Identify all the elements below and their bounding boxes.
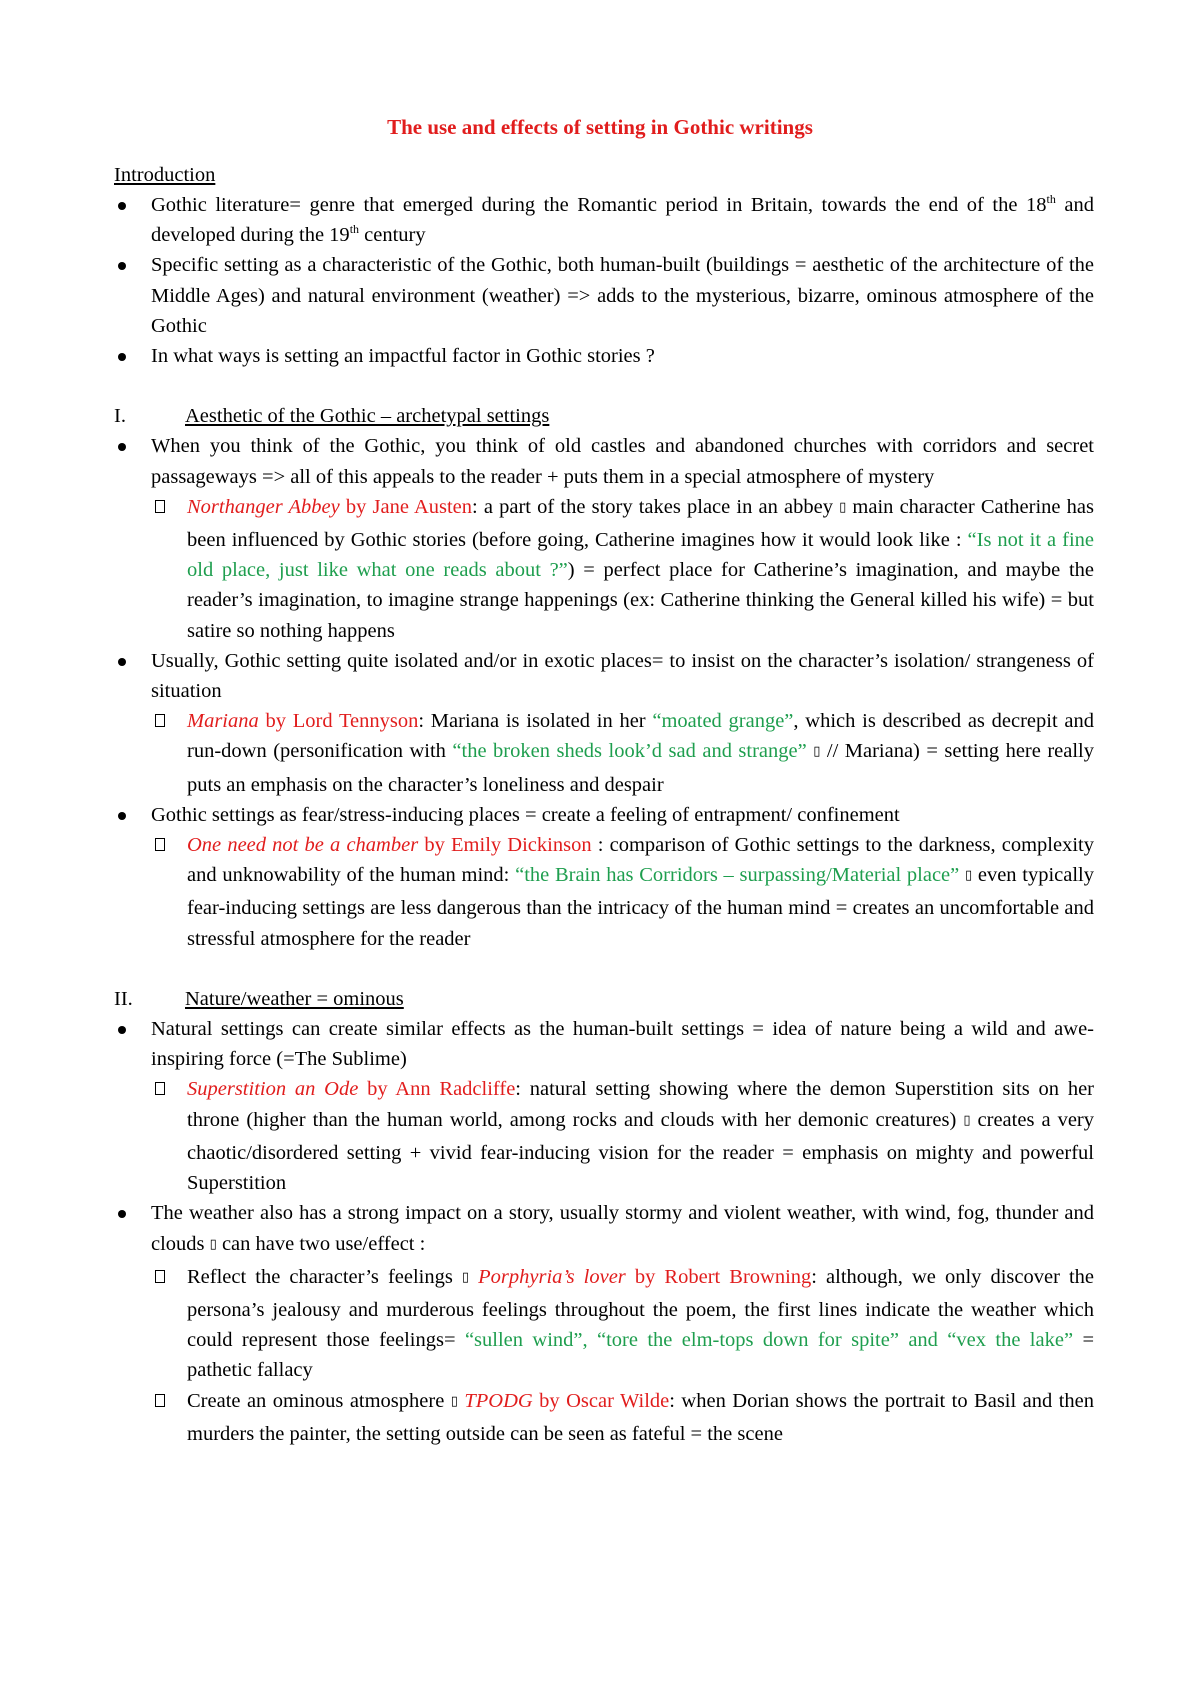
sub-item [114,492,1094,646]
document-title: The use and effects of setting in Gothic writings [387,115,813,139]
body-text: : comparison of Gothic settings to the darkness, complexity and unknowability of the human mind: [187,834,1094,887]
arrow-glyph-icon: ▯ [450,1393,458,1409]
quote: “Is not it a fine old place, just like what one reads about ?” [187,529,1094,582]
intro-bullet-1: Gothic literature= genre that emerged during the Romantic period in Britain, towards the end of the 18th and developed during the 19th century [151,192,1094,247]
section-number: II. [114,987,133,1010]
list-item [114,190,1094,250]
section-1-heading [114,401,1094,431]
body-text: // Mariana) = setting here really puts an emphasis on the character’s loneliness and despair [187,740,1095,796]
by-text: by [532,1389,567,1412]
section-title: Nature/weather = ominous [185,987,404,1010]
list-item [114,341,1094,371]
bullet-icon [118,202,126,210]
work-title: Mariana [187,710,259,733]
bullet-icon [118,1026,126,1034]
author-name: Lord Tennyson [292,710,419,733]
intro-bullet-3: In what ways is setting an impactful factor in Gothic stories ? [151,345,655,368]
body-text: : natural setting showing where the demon Superstition sits on her throne (higher than the human world, among rocks and clouds with her demonic creatures) [187,1078,1095,1131]
section-2-heading [114,984,1094,1014]
by-text: by [625,1265,665,1288]
intro-bullet-2: Specific setting as a characteristic of the Gothic, both human-built (buildings = aesthetic of the architecture of the Middle Ages) and natural environment (weather) => adds to the mysterious, bizarre, ominous atmosphere of the Gothic [151,254,1094,337]
introduction-list [114,190,1094,1449]
arrow-glyph-icon: ▯ [963,1112,971,1128]
list-item [114,250,1094,341]
arrow-glyph-icon: ▯ [209,1236,217,1252]
arrow-glyph-icon: ▯ [964,868,973,884]
body-text: even typically fear-inducing settings are less dangerous than the intricacy of the human mind = creates an uncomfortable and stressful atmosphere for the reader [187,864,1094,950]
by-text: by [258,710,293,733]
section-1-bullet-2: Usually, Gothic setting quite isolated and/or in exotic places= to insist on the character’s isolation/ strangeness of situation [151,649,1094,703]
bullet-icon [118,658,126,666]
work-title: TPODG [464,1389,533,1412]
section-1-bullet-3: Gothic settings as fear/stress-inducing places = create a feeling of entrapment/ confinement [151,803,900,826]
work-title: Porphyria’s lover [478,1265,626,1288]
sub-item [114,1386,1094,1449]
checkbox-glyph-icon [155,714,165,727]
bullet-icon [118,443,126,451]
body-text: : a part of the story takes place in an abbey [472,495,840,518]
sub-item [114,706,1094,800]
list-item [114,646,1094,706]
author-name: Robert Browning [664,1265,812,1288]
quote: “the broken sheds look’d sad and strange” [452,740,807,763]
checkbox-glyph-icon [155,500,165,513]
quote: “moated grange” [652,710,794,733]
body-text: can have two use/effect : [216,1232,426,1255]
work-title: Northanger Abbey [187,495,340,518]
by-text: by [339,495,373,518]
by-text: by [418,834,452,857]
bullet-icon [118,353,126,361]
section-number: I. [114,405,126,428]
sub-item [114,1074,1094,1198]
introduction-heading: Introduction [114,164,216,186]
body-text: : Mariana is isolated in her [418,710,653,733]
list-item [114,800,1094,830]
list-item [114,1198,1094,1261]
body-text: = pathetic fallacy [187,1329,1095,1382]
bullet-icon [118,262,126,270]
work-title: One need not be a chamber [187,834,419,857]
checkbox-glyph-icon [155,838,165,851]
author-name: Ann Radcliffe [395,1078,516,1101]
arrow-glyph-icon: ▯ [839,499,847,515]
author-name: Emily Dickinson [451,834,592,857]
sub-item [114,830,1094,954]
list-item [114,1014,1094,1074]
by-text: by [358,1078,396,1101]
checkbox-glyph-icon [155,1270,165,1283]
section-title: Aesthetic of the Gothic – archetypal settings [185,405,550,428]
quote: “the Brain has Corridors – surpassing/Material place” [515,864,960,887]
body-text: : although, we only discover the persona’s jealousy and murderous feelings throughout the poem, the first lines indicate the weather which could represent those feelings= [187,1265,1095,1352]
checkbox-glyph-icon [155,1082,165,1095]
checkbox-glyph-icon [155,1394,165,1407]
body-text: Create an ominous atmosphere [187,1389,451,1412]
list-item [114,431,1094,491]
body-text: : when Dorian shows the portrait to Basil and then murders the painter, the setting outside can be seen as fateful = the scene [187,1389,1094,1445]
arrow-glyph-icon: ▯ [461,1269,470,1285]
section-2-bullet-2: The weather also has a strong impact on a story, usually stormy and violent weather, with wind, fog, thunder and clouds [151,1202,1094,1255]
body-text: , which is described as decrepit and run-down (personification with [187,710,1094,763]
body-text: Reflect the character’s feelings [187,1265,462,1288]
arrow-glyph-icon: ▯ [813,744,821,760]
author-name: Jane Austen [372,495,473,518]
work-title: Superstition an Ode [187,1078,359,1101]
sub-item [114,1262,1094,1386]
section-2-bullet-1: Natural settings can create similar effects as the human-built settings = idea of nature being a wild and awe-inspiring force (=The Sublime) [151,1018,1094,1071]
body-text: ) = perfect place for Catherine’s imagination, and maybe the reader’s imagination, to imagine strange happenings (ex: Catherine thinking the General killed his wife) = but satire so nothing happens [187,559,1094,642]
section-1-bullet-1: When you think of the Gothic, you think of old castles and abandoned churches with corridors and secret passageways => all of this appeals to the reader + puts them in a special atmosphere of mystery [151,435,1094,488]
quote: “sullen wind”, “tore the elm-tops down for spite” and “vex the lake” [464,1329,1074,1352]
body-text: creates a very chaotic/disordered setting + vivid fear-inducing vision for the reader = emphasis on mighty and powerful Superstition [187,1108,1094,1195]
body-text: main character Catherine has been influenced by Gothic stories (before going, Catherine imagines how it would look like : [187,495,1094,552]
bullet-icon [118,1210,126,1218]
bullet-icon [118,812,126,820]
author-name: Oscar Wilde [566,1389,670,1412]
